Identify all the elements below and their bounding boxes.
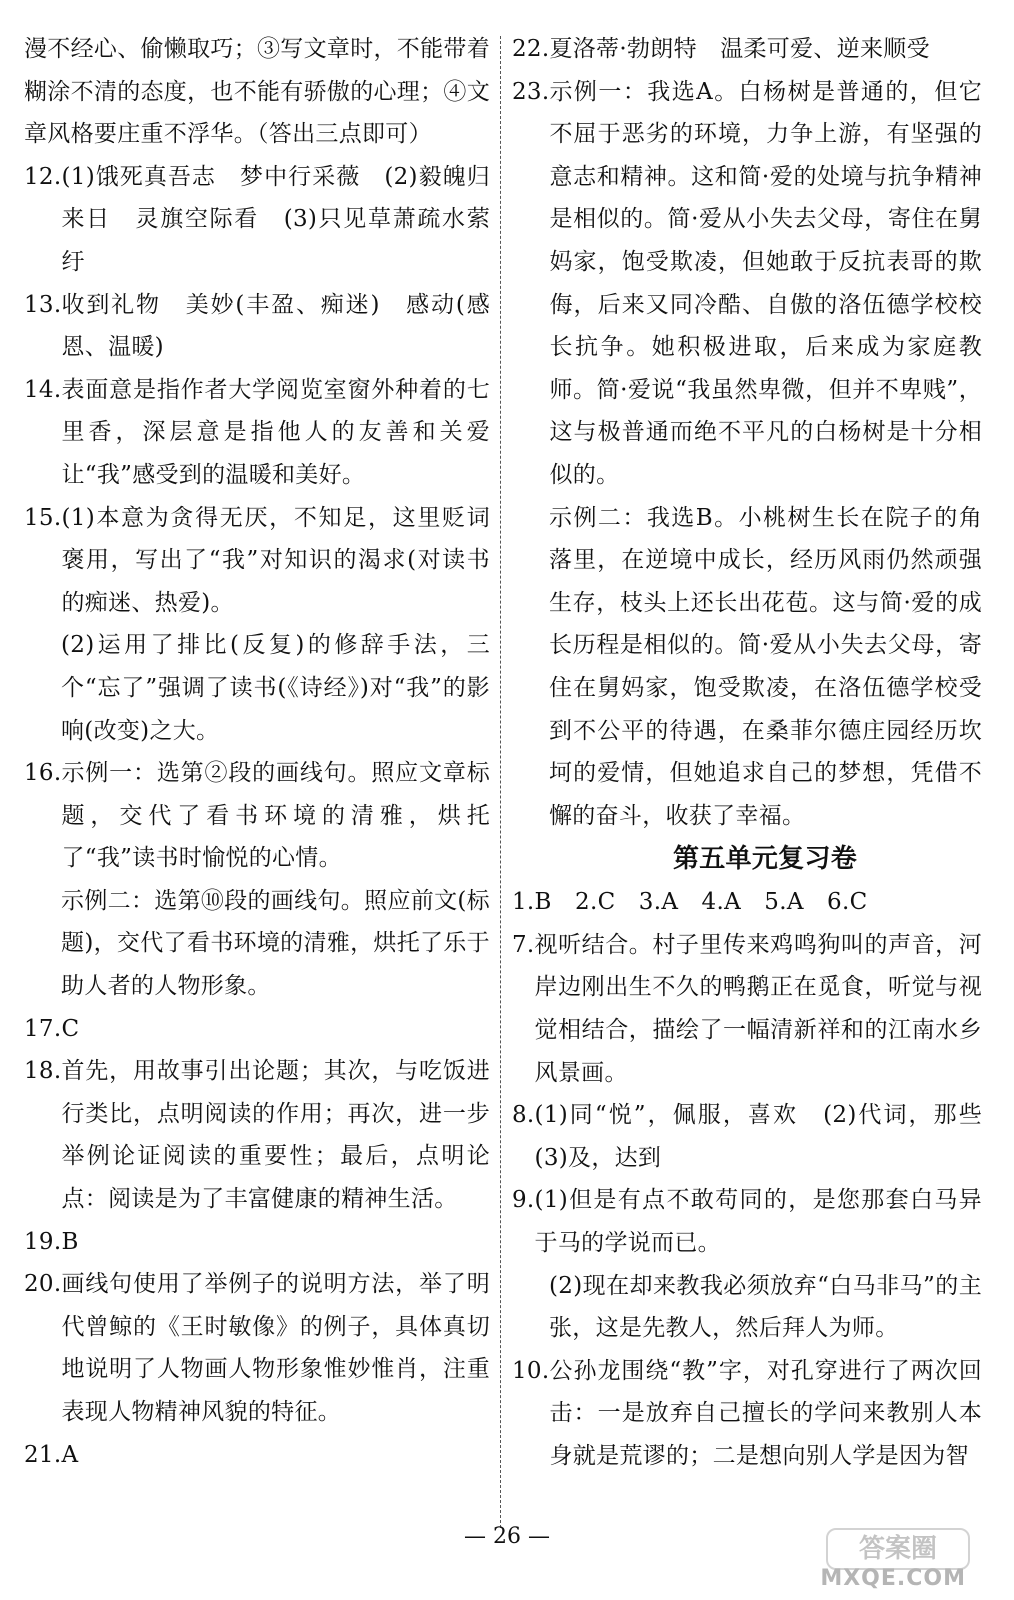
answer-number: 16. [24, 760, 62, 787]
answer-text: (1)本意为贪得无厌，不知足，这里贬词褒用，写出了“我”对知识的渴求(对读书的痴迷、热爱)。 [61, 504, 490, 616]
answer-text: B [61, 1228, 79, 1255]
answer-7 [512, 924, 982, 1094]
answer-20 [24, 1263, 490, 1433]
answer-12 [24, 156, 490, 284]
answer-14 [24, 369, 490, 497]
answer-text: 示例一：选第②段的画线句。照应文章标题，交代了看书环境的清雅，烘托了“我”读书时愉悦的心情。 [61, 760, 490, 872]
answers-1-to-6: 1.B 2.C 3.A 4.A 5.A 6.C [512, 889, 868, 916]
column-divider [500, 36, 501, 1528]
answer-15 [24, 497, 490, 625]
answer-text: 表面意是指作者大学阅览室窗外种着的七里香，深层意是指他人的友善和关爱让“我”感受到的温暖和美好。 [61, 376, 490, 488]
answer-17 [24, 1008, 490, 1051]
page-number: — 26 — [464, 1524, 550, 1549]
answer-text: 收到礼物 美妙(丰盈、痴迷) 感动(感恩、温暖) [61, 291, 490, 361]
answer-number: 7. [512, 931, 535, 958]
answer-text: A [61, 1441, 79, 1468]
answer-11-continued: 漫不经心、偷懒取巧；③写文章时，不能带着糊涂不清的态度，也不能有骄傲的心理；④文章风格要庄重不浮华。（答出三点即可） [24, 36, 490, 148]
answer-number: 9. [512, 1187, 535, 1214]
answer-text: 首先，用故事引出论题；其次，与吃饭进行类比，点明阅读的作用；再次，进一步举例论证阅读的重要性；最后，点明论点：阅读是为了丰富健康的精神生活。 [61, 1058, 490, 1213]
answer-8 [512, 1094, 982, 1179]
answer-text: 画线句使用了举例子的说明方法，举了明代曾鲸的《王时敏像》的例子，具体真切地说明了人物画人物形象惟妙惟肖，注重表现人物精神风貌的特征。 [61, 1271, 490, 1425]
answer-21 [24, 1434, 490, 1477]
answer-text: 夏洛蒂·勃朗特 温柔可爱、逆来顺受 [549, 36, 930, 62]
answer-text: (1)饿死真吾志 梦中行采薇 (2)毅魄归来日 灵旗空际看 (3)只见草萧疏水萦纡 [61, 163, 490, 275]
answer-text: C [61, 1015, 80, 1042]
answer-number: 15. [24, 504, 62, 531]
answer-text: (1)但是有点不敢苟同的，是您那套白马异于马的学说而已。 [534, 1187, 982, 1257]
answer-number: 18. [24, 1058, 62, 1085]
answer-number: 22. [512, 36, 550, 62]
answer-22 [512, 28, 982, 71]
watermark-site: MXQE.COM [820, 1566, 966, 1591]
answer-9-part2: (2)现在却来教我必须放弃“白马非马”的主张，这是先教人，然后拜人为师。 [549, 1272, 982, 1342]
answer-number: 23. [512, 78, 550, 105]
left-column [24, 28, 490, 1476]
answer-15-part2: (2)运用了排比(反复)的修辞手法，三个“忘了”强调了读书(《诗经》)对“我”的影响(改变)之大。 [61, 632, 490, 744]
answer-text: 示例一：我选A。白杨树是普通的，但它不屈于恶劣的环境，力争上游，有坚强的意志和精神。这和简·爱的处境与抗争精神是相似的。简·爱从小失去父母，寄住在舅妈家，饱受欺凌，但她敢于反抗表哥的欺侮，后来又同冷酷、自傲的洛伍德学校校长抗争。她积极进取，后来成为家庭教师。简·爱说“我虽然卑微，但并不卑贱”，这与极普通而绝不平凡的白杨树是十分相似的。 [549, 78, 982, 488]
answer-13 [24, 284, 490, 369]
answer-number: 13. [24, 291, 62, 318]
answer-16 [24, 752, 490, 880]
answer-number: 14. [24, 376, 62, 403]
answer-number: 17. [24, 1015, 62, 1042]
answer-23-part2: 示例二：我选B。小桃树生长在院子的角落里，在逆境中成长，经历风雨仍然顽强生存，枝头上还长出花苞。这与简·爱的成长历程是相似的。简·爱从小失去父母，寄住在舅妈家，饱受欺凌，在洛伍德学校受到不公平的待遇，在桑菲尔德庄园经历坎坷的爱情，但她追求自己的梦想，凭借不懈的奋斗，收获了幸福。 [549, 504, 982, 829]
watermark-logo: 答案圈 [826, 1528, 970, 1570]
answer-19 [24, 1221, 490, 1264]
answer-9 [512, 1179, 982, 1264]
answer-number: 21. [24, 1441, 62, 1468]
answer-number: 8. [512, 1102, 535, 1129]
answer-text: 视听结合。村子里传来鸡鸣狗叫的声音，河岸边刚出生不久的鸭鹅正在觅食，听觉与视觉相结合，描绘了一幅清新祥和的江南水乡风景画。 [534, 931, 982, 1086]
answer-18 [24, 1050, 490, 1220]
answer-number: 10. [512, 1357, 550, 1384]
right-column [512, 28, 982, 1478]
answer-text: (1)同“悦”，佩服，喜欢 (2)代词，那些(3)及，达到 [534, 1102, 982, 1171]
answer-16-part2: 示例二：选第⑩段的画线句。照应前文(标题)，交代了看书环境的清雅，烘托了乐于助人者的人物形象。 [61, 887, 490, 1000]
answer-number: 12. [24, 163, 62, 190]
section-title: 第五单元复习卷 [672, 844, 858, 875]
answer-text: 公孙龙围绕“教”字，对孔穿进行了两次回击：一是放弃自己擅长的学问来教别人本身就是荒谬的；二是想向别人学是因为智 [549, 1357, 982, 1469]
answer-number: 19. [24, 1228, 62, 1255]
watermark [820, 1528, 970, 1594]
answer-10 [512, 1350, 982, 1478]
answer-number: 20. [24, 1271, 62, 1298]
answer-23 [512, 71, 982, 497]
